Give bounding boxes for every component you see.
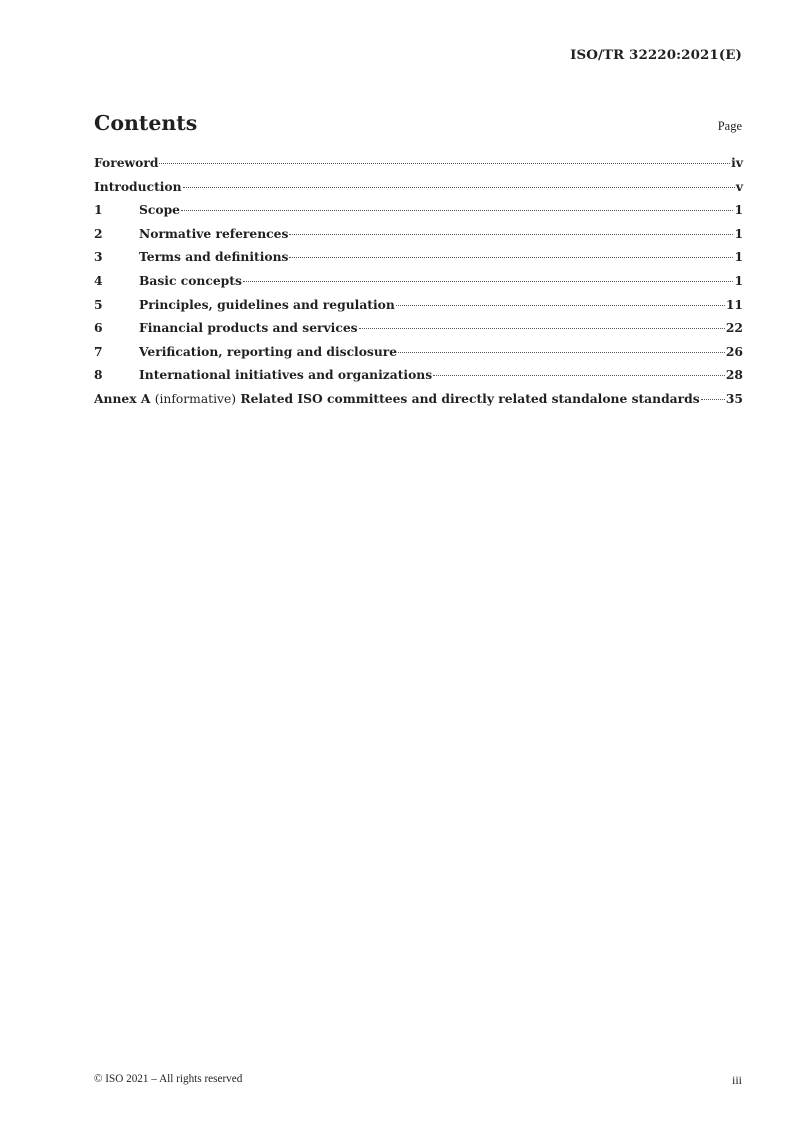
- toc-entry-page: 1: [734, 249, 743, 265]
- toc-entry-number: 7: [94, 343, 103, 359]
- toc-entry-page: 1: [734, 225, 743, 241]
- dot-leader: [359, 328, 725, 329]
- annex-qualifier: (informative): [154, 391, 237, 406]
- toc-entry-principles[interactable]: [94, 297, 743, 321]
- toc-entry-page: 26: [725, 343, 743, 359]
- toc-entry-page: 22: [725, 320, 743, 336]
- toc-entry-financial-products[interactable]: [94, 320, 743, 344]
- toc-entry-basic-concepts[interactable]: [94, 273, 743, 297]
- toc-entry-page: iv: [731, 155, 743, 170]
- dot-leader: [243, 281, 734, 282]
- dot-leader: [159, 163, 730, 164]
- dot-leader: [396, 305, 725, 306]
- toc-entry-page: 1: [734, 202, 743, 218]
- dot-leader: [398, 352, 725, 353]
- toc-entry-annex-a[interactable]: [94, 391, 743, 415]
- toc-entry-terms-and-definitions[interactable]: [94, 249, 743, 273]
- toc-entry-introduction[interactable]: [94, 179, 743, 203]
- toc-entry-title: Basic concepts: [139, 272, 242, 288]
- contents-title: Contents: [94, 111, 198, 135]
- table-of-contents: [94, 155, 743, 415]
- toc-entry-title: Terms and definitions: [139, 249, 289, 265]
- toc-entry-title: Verification, reporting and disclosure: [139, 343, 398, 359]
- toc-entry-foreword[interactable]: [94, 155, 743, 179]
- dot-leader: [289, 234, 733, 235]
- toc-entry-number: 2: [94, 225, 103, 241]
- toc-entry-title: Financial products and services: [139, 320, 358, 336]
- dot-leader: [181, 210, 733, 211]
- dot-leader: [289, 257, 733, 258]
- toc-entry-number: 1: [94, 202, 103, 218]
- toc-entry-title: Scope: [139, 202, 180, 218]
- toc-entry-title: International initiatives and organizations: [139, 367, 433, 383]
- toc-entry-number: 8: [94, 367, 103, 383]
- toc-entry-number: 6: [94, 320, 103, 336]
- toc-entry-verification[interactable]: [94, 344, 743, 368]
- toc-entry-page: 35: [725, 390, 743, 406]
- annex-title: Related ISO committees and directly related standalone standards: [240, 390, 700, 406]
- toc-entry-scope[interactable]: [94, 202, 743, 226]
- page-number: iii: [731, 1073, 742, 1087]
- dot-leader: [183, 187, 735, 188]
- toc-entry-normative-references[interactable]: [94, 226, 743, 250]
- dot-leader: [433, 375, 725, 376]
- toc-entry-number: 4: [94, 272, 103, 288]
- toc-entry-title: Normative references: [139, 225, 289, 241]
- toc-entry-title: Principles, guidelines and regulation: [139, 296, 395, 312]
- toc-entry-title: [94, 391, 700, 406]
- toc-entry-page: v: [735, 178, 743, 194]
- toc-entry-page: 28: [725, 367, 743, 383]
- toc-entry-number: 5: [94, 296, 103, 312]
- toc-entry-number: 3: [94, 249, 103, 265]
- document-reference: ISO/TR 32220:2021(E): [570, 47, 742, 63]
- toc-entry-page: 1: [734, 272, 743, 288]
- dot-leader: [701, 399, 725, 400]
- toc-entry-page: 11: [725, 296, 743, 312]
- toc-entry-title: Foreword: [94, 155, 159, 170]
- copyright-notice: © ISO 2021 – All rights reserved: [94, 1073, 243, 1085]
- annex-prefix: Annex A: [94, 390, 151, 406]
- toc-entry-international-initiatives[interactable]: [94, 367, 743, 391]
- toc-entry-title: Introduction: [94, 178, 182, 194]
- page-column-label: Page: [717, 119, 742, 133]
